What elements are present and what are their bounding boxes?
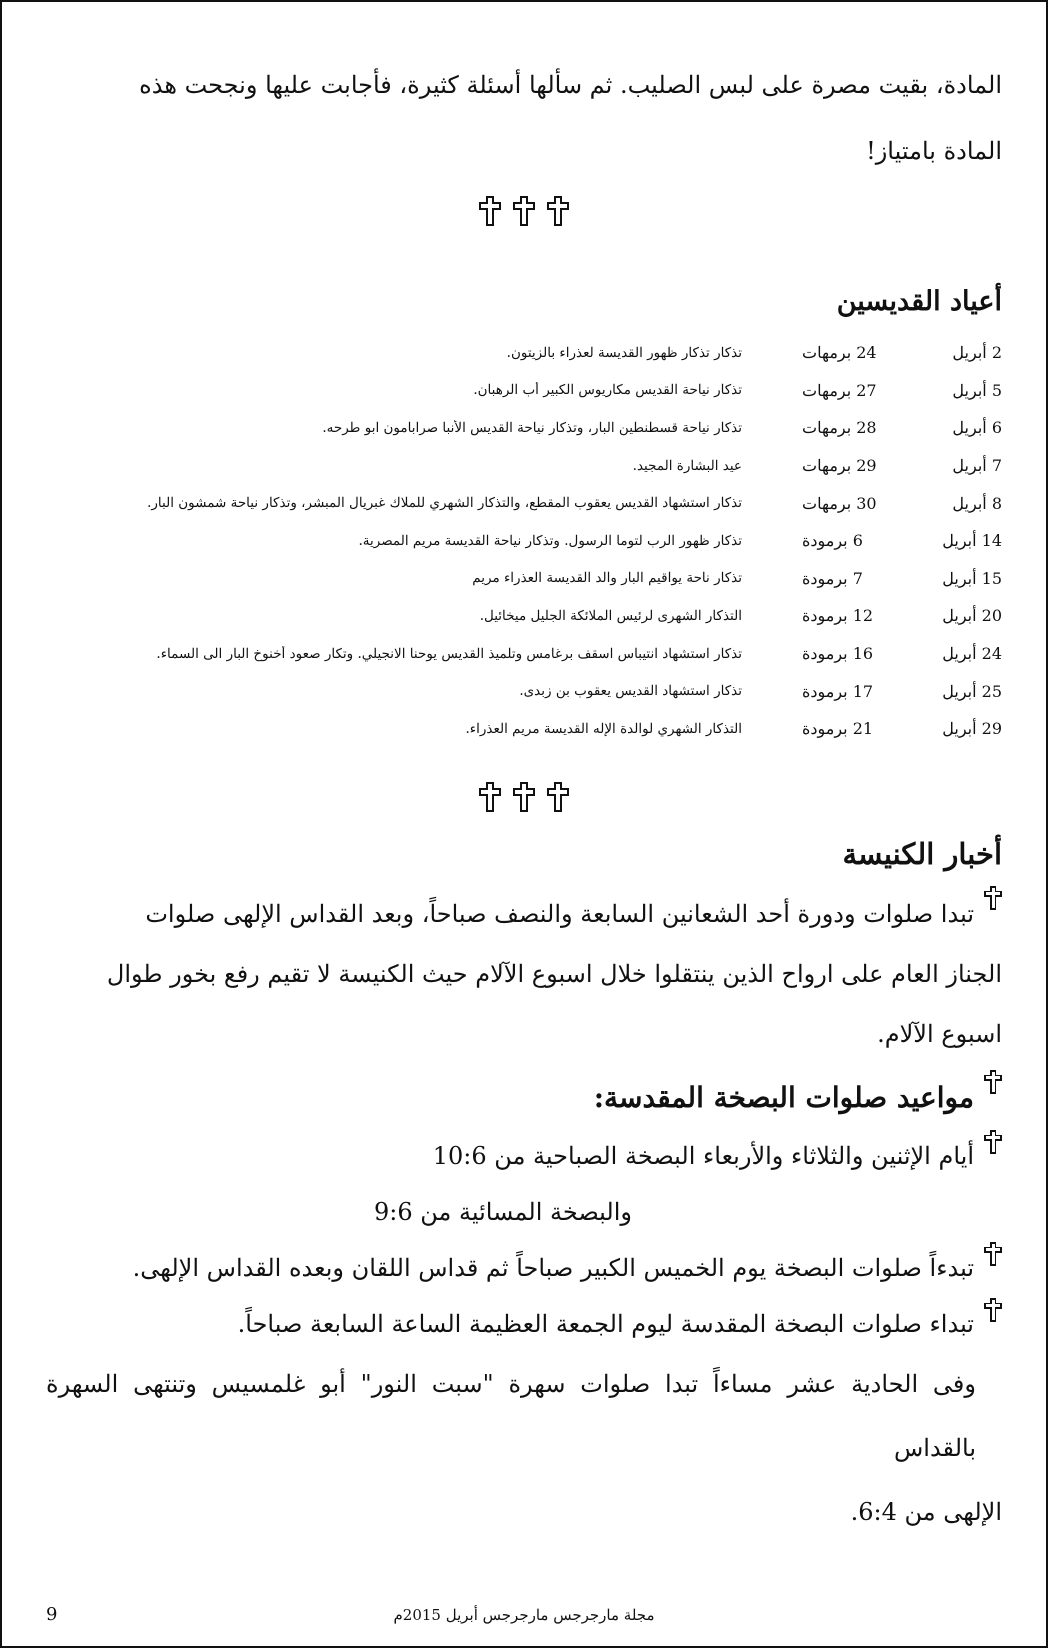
schedule-text: أيام الإثنين والثلاثاء والأربعاء البصخة الصباحية من 10:6 xyxy=(432,1141,974,1170)
schedule-line-3 xyxy=(46,1240,1002,1296)
table-row xyxy=(46,710,1002,748)
schedule-heading xyxy=(46,1068,1002,1128)
feast-description: تذكار تذكار ظهور القديسة لعذراء بالزيتون. xyxy=(506,344,742,361)
news-text: تبدا صلوات ودورة أحد الشعانين السابعة والنصف صباحاً، وبعد القداس الإلهى صلوات xyxy=(145,899,974,928)
table-row xyxy=(46,372,1002,410)
coptic-date: 16 برمودة xyxy=(802,644,874,664)
feast-description: تذكار استشهاد انتيباس اسقف برغامس وتلميذ القديس يوحنا الانجيلي. وتكار صعود أخنوخ البار الى السماء. xyxy=(156,645,742,662)
feast-description: تذكار ناحة يواقيم البار والد القديسة العذراء مريم xyxy=(472,570,742,587)
coptic-date: 17 برمودة xyxy=(802,681,874,701)
closing-line-2: الإلهى من 6:4. xyxy=(850,1497,1002,1526)
table-row xyxy=(46,672,1002,710)
gregorian-date: 14 أبريل xyxy=(942,531,1002,551)
intro-line-2: المادة بامتياز! xyxy=(866,137,1002,165)
closing-line-1: وفى الحادية عشر مساءاً تبدا صلوات سهرة "سبت النور" أبو غلمسيس وتنتهى السهرة بالقداس xyxy=(46,1369,976,1462)
section-divider-crosses xyxy=(46,782,1002,822)
news-heading: أخبار الكنيسة xyxy=(842,836,1002,871)
closing-paragraph xyxy=(46,1352,1002,1544)
gregorian-date: 25 أبريل xyxy=(942,681,1002,701)
section-divider-crosses xyxy=(46,196,1002,236)
table-row xyxy=(46,409,1002,447)
magazine-title: مجلة مارجرجس مارجرجس أبريل 2015م xyxy=(393,1606,655,1624)
feasts-table xyxy=(46,334,1002,748)
schedule-line-4 xyxy=(46,1296,1002,1352)
schedule-text: تبداء صلوات البصخة المقدسة ليوم الجمعة العظيمة الساعة السابعة صباحاً. xyxy=(237,1309,974,1338)
cross-icon xyxy=(984,1130,1002,1154)
cross-icon xyxy=(513,196,535,226)
cross-icon xyxy=(984,1298,1002,1322)
coptic-date: 27 برمهات xyxy=(802,380,877,400)
gregorian-date: 2 أبريل xyxy=(952,343,1002,363)
table-row xyxy=(46,597,1002,635)
intro-line-1: المادة، بقيت مصرة على لبس الصليب. ثم سألها أسئلة كثيرة، فأجابت عليها ونجحت هذه xyxy=(139,71,1002,99)
gregorian-date: 24 أبريل xyxy=(942,644,1002,664)
coptic-date: 24 برمهات xyxy=(802,343,877,363)
table-row xyxy=(46,484,1002,522)
gregorian-date: 20 أبريل xyxy=(942,606,1002,626)
gregorian-date: 5 أبريل xyxy=(952,380,1002,400)
cross-icon xyxy=(547,196,569,226)
page-content xyxy=(46,52,1002,1544)
feast-description: التذكار الشهرى لرئيس الملائكة الجليل ميخائيل. xyxy=(479,607,742,624)
saints-heading: أعياد القديسين xyxy=(836,286,1002,317)
cross-icon xyxy=(479,196,501,226)
table-row xyxy=(46,447,1002,485)
cross-icon xyxy=(547,782,569,812)
gregorian-date: 29 أبريل xyxy=(942,719,1002,739)
schedule-line-1 xyxy=(46,1128,1002,1184)
news-item-1 xyxy=(46,884,1002,1064)
gregorian-date: 8 أبريل xyxy=(952,493,1002,513)
schedule-title: مواعيد صلوات البصخة المقدسة: xyxy=(593,1080,974,1114)
coptic-date: 6 برمودة xyxy=(802,531,863,551)
schedule-line-2: والبصخة المسائية من 9:6 xyxy=(374,1197,632,1226)
gregorian-date: 6 أبريل xyxy=(952,418,1002,438)
page-number: 9 xyxy=(46,1604,58,1625)
table-row xyxy=(46,334,1002,372)
news-line-3: اسبوع الآلام. xyxy=(877,1019,1002,1048)
feast-description: عيد البشارة المجيد. xyxy=(632,457,742,474)
table-row xyxy=(46,635,1002,673)
gregorian-date: 7 أبريل xyxy=(952,456,1002,476)
coptic-date: 30 برمهات xyxy=(802,493,877,513)
news-line-1 xyxy=(46,884,1002,944)
cross-icon xyxy=(984,1242,1002,1266)
coptic-date: 7 برمودة xyxy=(802,568,863,588)
feast-description: التذكار الشهري لوالدة الإله القديسة مريم العذراء. xyxy=(465,720,742,737)
gregorian-date: 15 أبريل xyxy=(942,568,1002,588)
table-row xyxy=(46,560,1002,598)
coptic-date: 21 برمودة xyxy=(802,719,874,739)
cross-icon xyxy=(984,886,1002,910)
page-footer xyxy=(46,1600,1002,1630)
intro-paragraph xyxy=(46,52,1002,184)
cross-icon xyxy=(984,1070,1002,1094)
feast-description: تذكار استشهاد القديس يعقوب المقطع، والتذكار الشهري للملاك غبريال المبشر، وتذكار نياحة شمشون البار. xyxy=(147,495,742,512)
coptic-date: 28 برمهات xyxy=(802,418,877,438)
coptic-date: 29 برمهات xyxy=(802,456,877,476)
table-row xyxy=(46,522,1002,560)
cross-icon xyxy=(479,782,501,812)
cross-icon xyxy=(513,782,535,812)
schedule-text: تبدءاً صلوات البصخة يوم الخميس الكبير صباحاً ثم قداس اللقان وبعده القداس الإلهى. xyxy=(132,1253,974,1282)
feast-description: تذكار نياحة القديس مكاريوس الكبير أب الرهبان. xyxy=(473,382,742,399)
feast-description: تذكار ظهور الرب لتوما الرسول. وتذكار نياحة القديسة مريم المصرية. xyxy=(358,532,742,549)
coptic-date: 12 برمودة xyxy=(802,606,874,626)
news-line-2: الجناز العام على ارواح الذين ينتقلوا خلال اسبوع الآلام حيث الكنيسة لا تقيم رفع بخور طوال xyxy=(106,959,1002,988)
feast-description: تذكار نياحة قسطنطين البار، وتذكار نياحة القديس الأنبا صرابامون ابو طرحه. xyxy=(322,419,742,436)
feast-description: تذكار استشهاد القديس يعقوب بن زبدى. xyxy=(519,683,742,700)
